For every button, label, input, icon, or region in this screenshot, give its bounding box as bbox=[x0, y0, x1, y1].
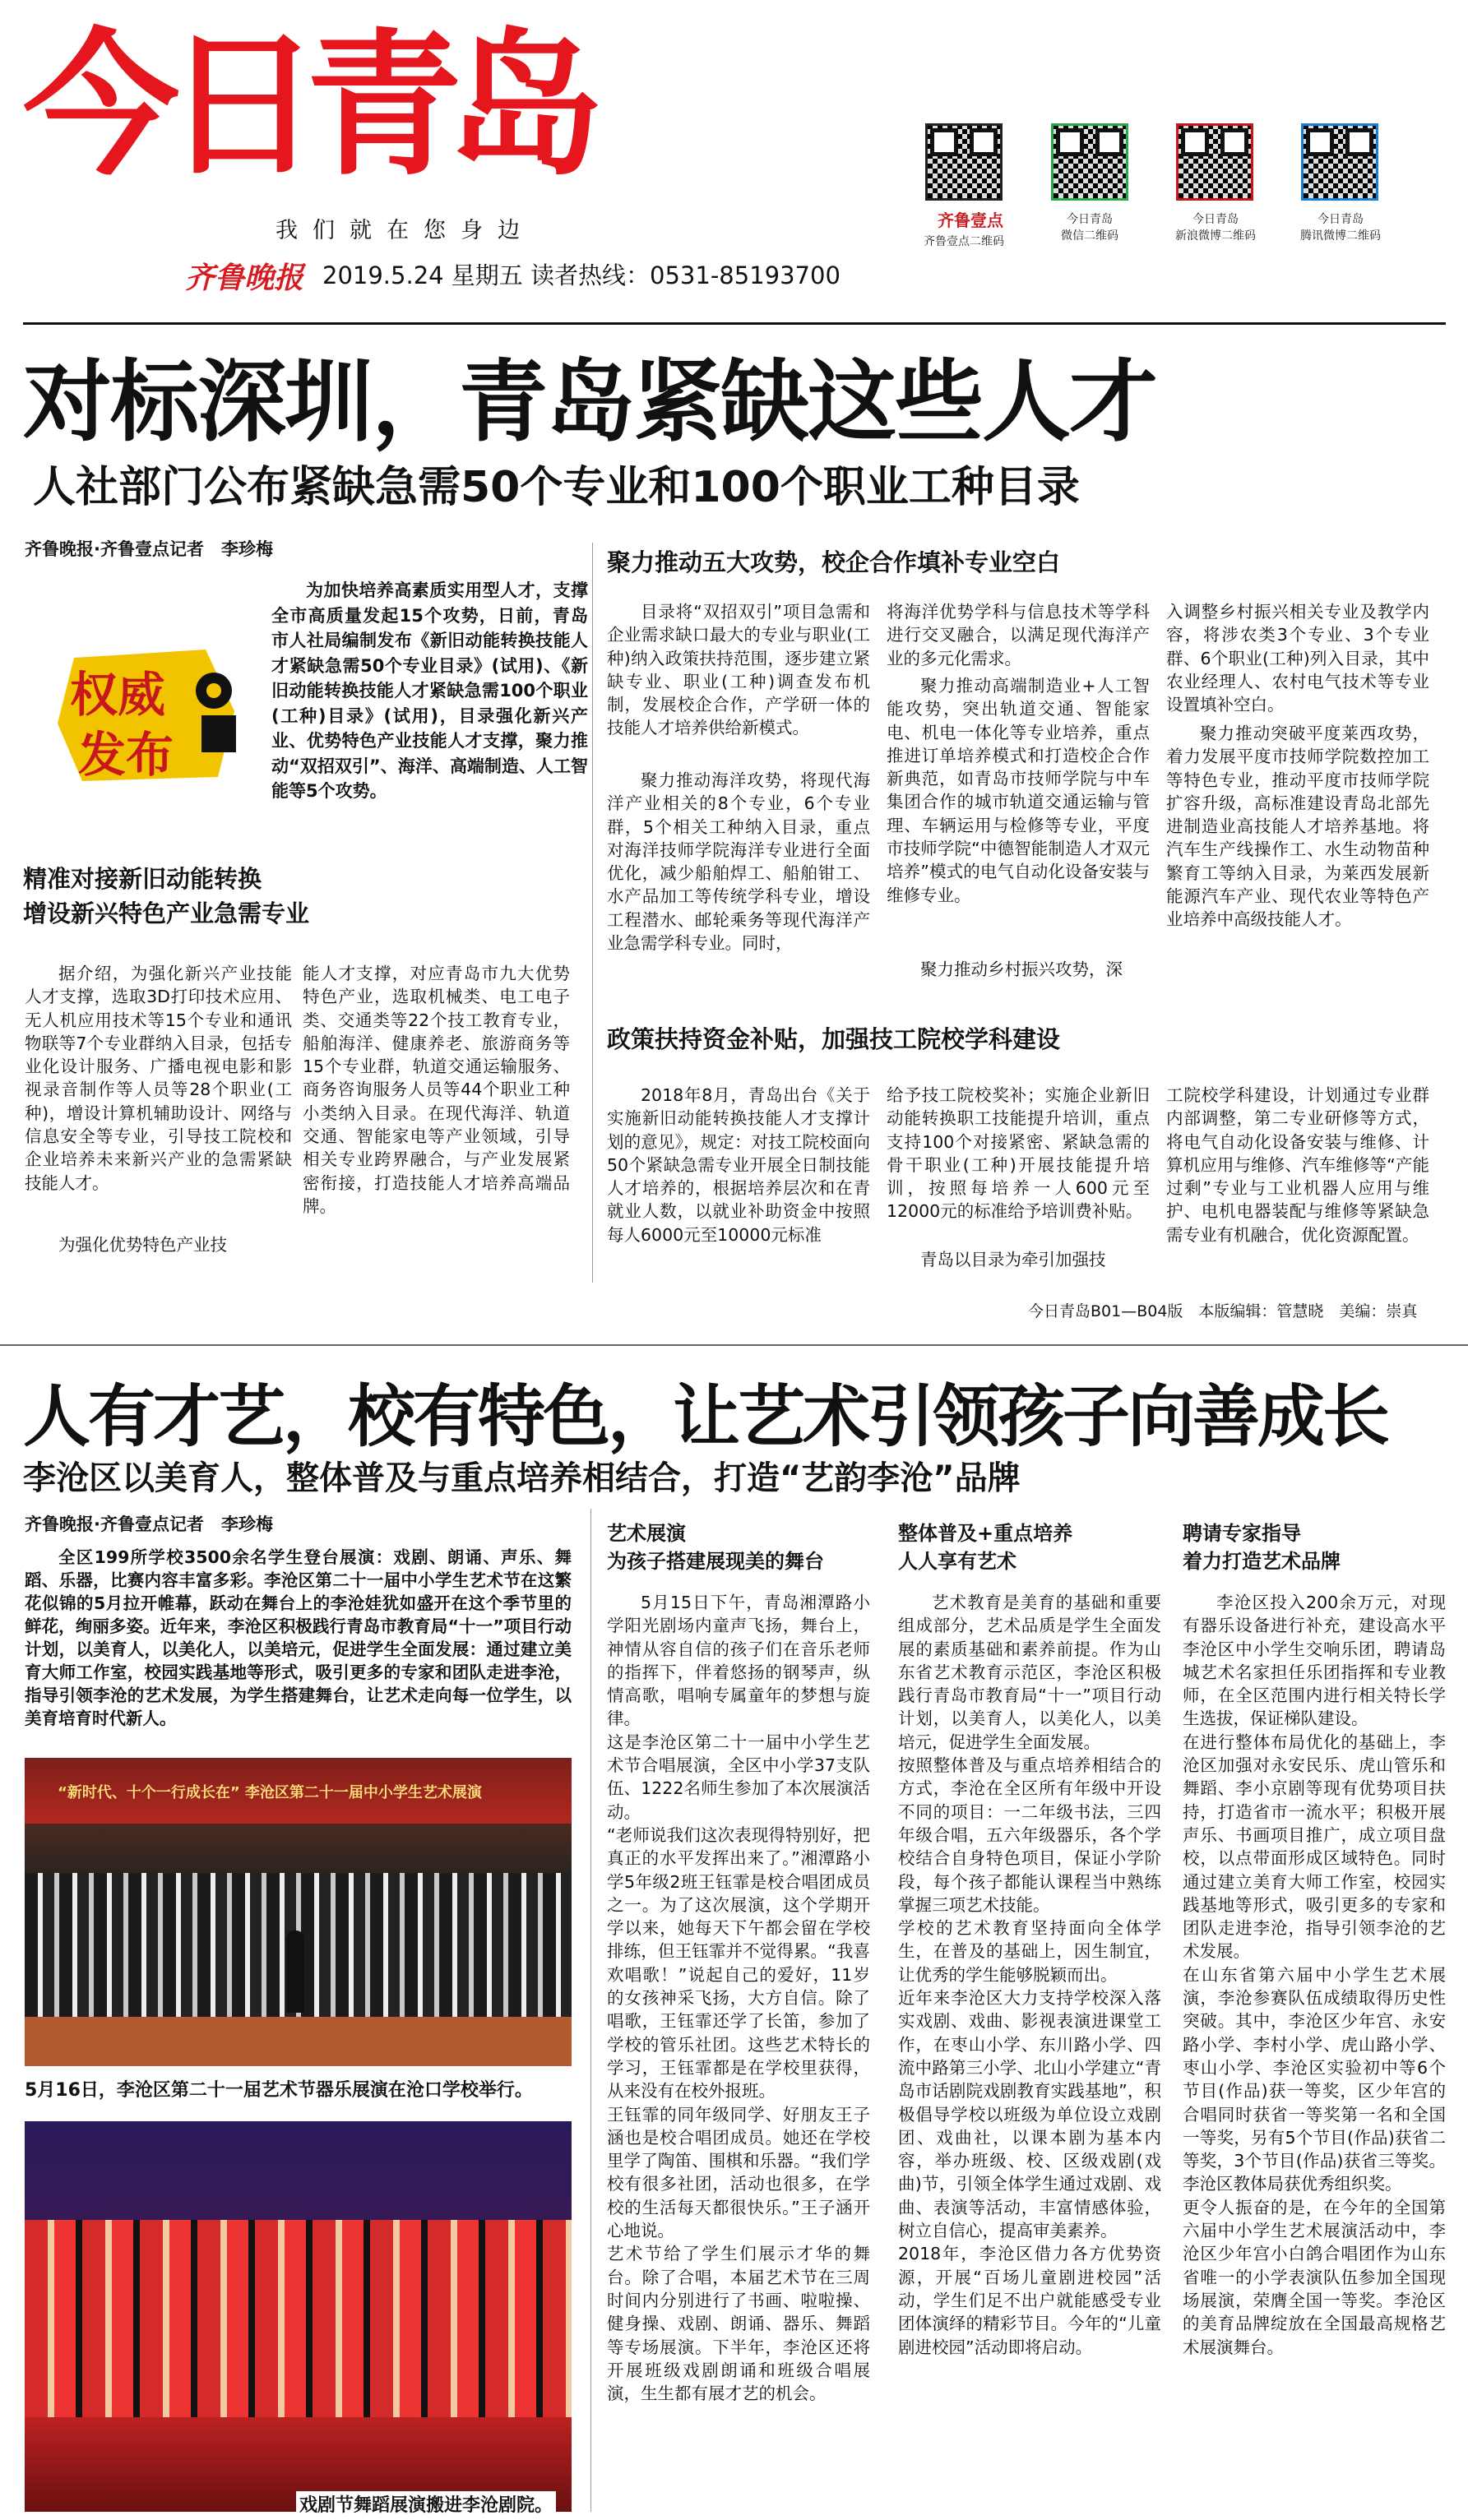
orchestra-photo bbox=[25, 1758, 572, 2066]
column-heading: 聘请专家指导 bbox=[1183, 1522, 1301, 1545]
paragraph: 聚力推动乡村振兴攻势，深 bbox=[920, 959, 1123, 979]
paragraph: 目录将“双招双引”项目急需和企业需求缺口最大的专业与职业(工种)纳入政策扶持范围，逐步建立紧缺专业、职业(工种)调查发布机制，发展校企合作，产学研一体的技能人才培养供给新模式。 bbox=[607, 602, 870, 738]
column-heading: 着力打造艺术品牌 bbox=[1183, 1550, 1341, 1573]
qilu-label: 齐鲁壹点 bbox=[938, 210, 1003, 230]
column-text: 5月15日下午，青岛湘潭路小学阳光剧场内童声飞扬，舞台上，神情从容自信的孩子们在音乐老师的指挥下，伴着悠扬的钢琴声，纵情高歌，唱响专属童年的梦想与旋律。 这是李沧区第二十一届中小学生艺术节合唱展演，全区中小学37支队伍、1222名师生参加了本次展演活动。 “老师说我们这次表现得特别好，把真正的水平发挥出来了。”湘潭路小学5年级2班王钰霏是校合唱团成员之一。为了这次展演，这个学期开学以来，她每天下午都会留在学校排练，但王钰霏并不觉得累。“我喜欢唱歌！”说起自己的爱好，11岁的女孩神采飞扬，大方自信。除了唱歌，王钰霏还学了长笛，参加了学校的管乐社团。这些艺术特长的学习，王钰霏都是在学校里获得，从来没有在校外报班。 王钰霏的同年级同学、好朋友王子涵也是校合唱团成员。她还在学校里学了陶笛、围棋和乐器。“我们学校有很多社团，活动也很多，在学校的生活每天都很快乐。”王子涵开心地说。 艺术节给了学生们展示才华的舞台。除了合唱，本届艺术节在三周时间内分别进行了书画、啦啦操、健身操、戏剧、朗诵、器乐、舞蹈等专场展演。下半年，李沧区还将开展班级戏剧朗诵和班级合唱展演，生生都有展才艺的机会。 bbox=[607, 1593, 870, 2404]
issue-date: 2019.5.24 星期五 读者热线：0531-85193700 bbox=[322, 261, 841, 289]
subheadline-1: 人社部门公布紧缺急需50个专业和100个职业工种目录 bbox=[33, 463, 1080, 512]
qr-caption: 今日青岛 bbox=[1067, 213, 1113, 226]
paragraph: 为强化优势特色产业技 bbox=[58, 1235, 227, 1255]
qr-caption: 新浪微博二维码 bbox=[1175, 229, 1256, 243]
headline-2: 人有才艺，校有特色，让艺术引领孩子向善成长 bbox=[23, 1378, 1388, 1456]
column-heading: 为孩子搭建展现美的舞台 bbox=[607, 1550, 824, 1573]
page-footer: 今日青岛B01—B04版 本版编辑：管慧晓 美编：崇真 bbox=[1028, 1302, 1418, 1320]
column-divider bbox=[592, 543, 593, 1283]
lead-paragraph: 为加快培养高素质实用型人才，支撑全市高质量发起15个攻势，日前，青岛市人社局编制发布《新旧动能转换技能人才紧缺急需50个专业目录》(试用)、《新旧动能转换技能人才紧缺急需100个职业(工种)目录》(试用)，目录强化新兴产业、优势特色产业技能人才支撑，聚力推动“双招双引”、海洋、高端制造、人工智能等5个攻势。 bbox=[271, 580, 588, 801]
qr-caption: 微信二维码 bbox=[1061, 229, 1118, 243]
column-divider bbox=[590, 1509, 591, 2512]
qr-code-sina-weibo[interactable] bbox=[1176, 123, 1253, 201]
paragraph: 聚力推动突破平度莱西攻势，着力发展平度市技师学院数控加工等特色专业，推动平度市技师学院扩容升级，高标准建设青岛北部先进制造业高技能人才培养基地。将汽车生产线操作工、水生动物苗种繁育工等纳入目录，为莱西发展新能源汽车产业、现代农业等特色产业培养中高级技能人才。 bbox=[1166, 724, 1429, 930]
photo-caption: 戏剧节舞蹈展演搬进李沧剧院。 bbox=[296, 2491, 556, 2517]
subheadline-2: 李沧区以美育人，整体普及与重点培养相结合，打造“艺韵李沧”品牌 bbox=[23, 1459, 1021, 1497]
qr-code-wechat[interactable] bbox=[1051, 123, 1128, 201]
stamp-text-1: 权威 bbox=[70, 667, 166, 723]
byline: 齐鲁晚报·齐鲁壹点记者 李珍梅 bbox=[25, 1514, 273, 1534]
paragraph: 聚力推动高端制造业+人工智能攻势，突出轨道交通、智能家电、机电一体化等专业培养，重点推进订单培养模式和打造校企合作新典范，如青岛市技师学院与中车集团合作的城市轨道交通运输与管理、车辆运用与检修等专业，平度市技师学院“中德智能制造人才双元培养”模式的电气自动化设备安装与维修专业。 bbox=[887, 676, 1150, 905]
masthead-title: 今日青岛 bbox=[23, 15, 590, 197]
paragraph: 将海洋优势学科与信息技术等学科进行交叉融合，以满足现代海洋产业的多元化需求。 bbox=[887, 602, 1150, 668]
paragraph: 能人才支撑，对应青岛市九大优势特色产业，选取机械类、电工电子类、交通类等22个技工教育专业，船舶海洋、健康养老、旅游商务等15个专业群，轨道交通运输服务、商务咨询服务人员等44个职业工种小类纳入目录。在现代海洋、轨道交通、智能家电等产业领域，引导相关专业跨界融合，与产业发展紧密衔接，打造技能人才培养高端品牌。 bbox=[303, 964, 570, 1216]
section-heading: 政策扶持资金补贴，加强技工院校学科建设 bbox=[607, 1025, 1061, 1053]
masthead-rule bbox=[23, 322, 1446, 325]
dance-photo bbox=[25, 2121, 572, 2512]
photo-caption: 5月16日，李沧区第二十一届艺术节器乐展演在沧口学校举行。 bbox=[25, 2080, 533, 2101]
qr-code-qilu[interactable] bbox=[925, 123, 1003, 201]
column-text: 李沧区投入200余万元，对现有器乐设备进行补充，建设高水平李沧区中小学生交响乐团，聘请岛城艺术名家担任乐团指挥和专业教师，在全区范围内进行相关特长学生选拔，保证梯队建设。 在进行整体布局优化的基础上，李沧区加强对永安民乐、虎山管乐和舞蹈、李小京剧等现有优势项目扶持，打造省市一流水平；积极开展声乐、书画项目推广，成立项目盘校，以点带面形成区域特色。同时通过建立美育大师工作室，校园实践基地等形式，吸引更多的专家和团队走进李沧，指导引领李沧的艺术发展。 在山东省第六届中小学生艺术展演，李沧参赛队伍成绩取得历史性突破。其中，李沧区少年宫、永安路小学、李村小学、虎山路小学、枣山小学、李沧区实验初中等6个节目(作品)获一等奖，区少年宫的合唱同时获省一等奖第一名和全国一等奖，另有5个节目(作品)获省二等奖，3个节目(作品)获省三等奖。李沧区教体局获优秀组织奖。 更令人振奋的是，在今年的全国第六届中小学生艺术展演活动中，李沧区少年宫小白鸽合唱团作为山东省唯一的小学表演队伍参加全国现场展演，荣膺全国一等奖。李沧区的美育品牌绽放在全国最高规格艺术展演舞台。 bbox=[1183, 1593, 1446, 2357]
qr-caption: 齐鲁壹点二维码 bbox=[924, 235, 1004, 248]
stamp-text-2: 发布 bbox=[78, 727, 174, 783]
qr-caption: 今日青岛 bbox=[1192, 213, 1239, 226]
paragraph: 2018年8月，青岛出台《关于实施新旧动能转换技能人才支撑计划的意见》，规定：对技工院校面向50个紧缺急需专业开展全日制技能人才培养的，根据培养层次和在青就业人数，以就业补助资金中按照每人6000元至10000元标准 bbox=[607, 1085, 870, 1245]
column-text: 艺术教育是美育的基础和重要组成部分，艺术品质是学生全面发展的素质基础和素养前提。作为山东省艺术教育示范区，李沧区积极践行青岛市教育局“十一”项目行动计划，以美育人，以美化人，以美培元，促进学生全面发展。 按照整体普及与重点培养相结合的方式，李沧在全区所有年级中开设不同的项目：一二年级书法，三四年级合唱，五六年级器乐，各个学校结合自身特色项目，保证小学阶段，每个孩子都能认课程当中熟练掌握三项艺术技能。 学校的艺术教育坚持面向全体学生，在普及的基础上，因生制宜，让优秀的学生能够脱颖而出。 近年来李沧区大力支持学校深入落实戏剧、戏曲、影视表演进课堂工作，在枣山小学、东川路小学、四流中路第三小学、北山小学建立“青岛市话剧院戏剧教育实践基地”，积极倡导学校以班级为单位设立戏剧团、戏曲社，以课本剧为基本内容，举办班级、校、区级戏剧(戏曲)节，引领全体学生通过戏剧、戏曲、表演等活动，丰富情感体验，树立自信心，提高审美素养。 2018年，李沧区借力各方优势资源，开展“百场儿童剧进校园”活动，学生们足不出户就能感受专业团体演绎的精彩节目。今年的“儿童剧进校园”活动即将启动。 bbox=[898, 1593, 1161, 2357]
column-heading: 艺术展演 bbox=[607, 1522, 686, 1545]
qr-caption: 腾讯微博二维码 bbox=[1300, 229, 1381, 243]
paragraph: 给予技工院校奖补；实施企业新旧动能转换职工技能提升培训，重点支持100个对接紧密、紧缺急需的骨干职业(工种)开展技能提升培训，按照每培养一人600元至12000元的标准给予培训费补贴。 bbox=[887, 1085, 1150, 1222]
headline-1: 对标深圳，青岛紧缺这些人才 bbox=[23, 351, 1157, 454]
lead-paragraph: 全区199所学校3500余名学生登台展演：戏剧、朗诵、声乐、舞蹈、乐器，比赛内容丰富多彩。李沧区第二十一届中小学生艺术节在这繁花似锦的5月拉开帷幕，跃动在舞台上的李沧娃犹如盛开在这个季节里的鲜花，绚丽多姿。近年来，李沧区积极践行青岛市教育局“十一”项目行动计划，以美育人，以美化人，以美培元，促进学生全面发展：通过建立美育大师工作室，校园实践基地等形式，吸引更多的专家和团队走进李沧，指导引领李沧的艺术发展，为学生搭建舞台，让艺术走向每一位学生，以美育培育时代新人。 bbox=[25, 1547, 572, 1728]
stage-banner: “新时代、十个一行成长在” 李沧区第二十一届中小学生艺术展演 bbox=[58, 1784, 482, 1801]
byline: 齐鲁晚报·齐鲁壹点记者 李珍梅 bbox=[25, 539, 273, 559]
masthead-slogan: 我们就在您身边 bbox=[276, 218, 535, 243]
paragraph: 入调整乡村振兴相关专业及教学内容，将涉农类3个专业、3个专业群、6个职业(工种)列入目录，其中农业经理人、农村电气技术等专业设置填补空白。 bbox=[1166, 602, 1429, 715]
qr-code-tencent-weibo[interactable] bbox=[1301, 123, 1378, 201]
qr-caption: 今日青岛 bbox=[1317, 213, 1364, 226]
article-divider bbox=[0, 1344, 1468, 1346]
authority-release-stamp bbox=[41, 633, 251, 789]
column-heading: 整体普及+重点培养 bbox=[898, 1522, 1073, 1545]
paragraph: 据介绍，为强化新兴产业技能人才支撑，选取3D打印技术应用、无人机应用技术等15个专业和通讯物联等7个专业群纳入目录，包括专业化设计服务、广播电视电影和影视录音制作等人员等28个职业(工种)，增设计算机辅助设计、网络与信息安全等专业，引导技工院校和企业培养未来新兴产业的急需紧缺技能人才。 bbox=[25, 964, 292, 1193]
column-heading: 人人享有艺术 bbox=[898, 1550, 1016, 1573]
paragraph: 工院校学科建设，计划通过专业群内部调整，第二专业研修等方式，将电气自动化设备安装与维修、计算机应用与维修、汽车维修等“产能过剩”专业与工业机器人应用与维护、电机电器装配与维修等紧缺急需专业有机融合，优化资源配置。 bbox=[1166, 1085, 1429, 1245]
section-heading: 精准对接新旧动能转换 bbox=[23, 865, 262, 893]
brand-logo: 齐鲁晚报 bbox=[185, 261, 304, 295]
paragraph: 聚力推动海洋攻势，将现代海洋产业相关的8个专业，6个专业群，5个相关工种纳入目录，重点对海洋技师学院海洋专业进行全面优化，减少船舶焊工、船舶钳工、水产品加工等传统学科专业，增设工程潜水、邮轮乘务等现代海洋产业急需学科专业。同时， bbox=[607, 770, 870, 954]
paragraph: 青岛以目录为牵引加强技 bbox=[920, 1250, 1106, 1269]
section-heading: 聚力推动五大攻势，校企合作填补专业空白 bbox=[607, 548, 1061, 576]
section-heading: 增设新兴特色产业急需专业 bbox=[23, 899, 310, 927]
